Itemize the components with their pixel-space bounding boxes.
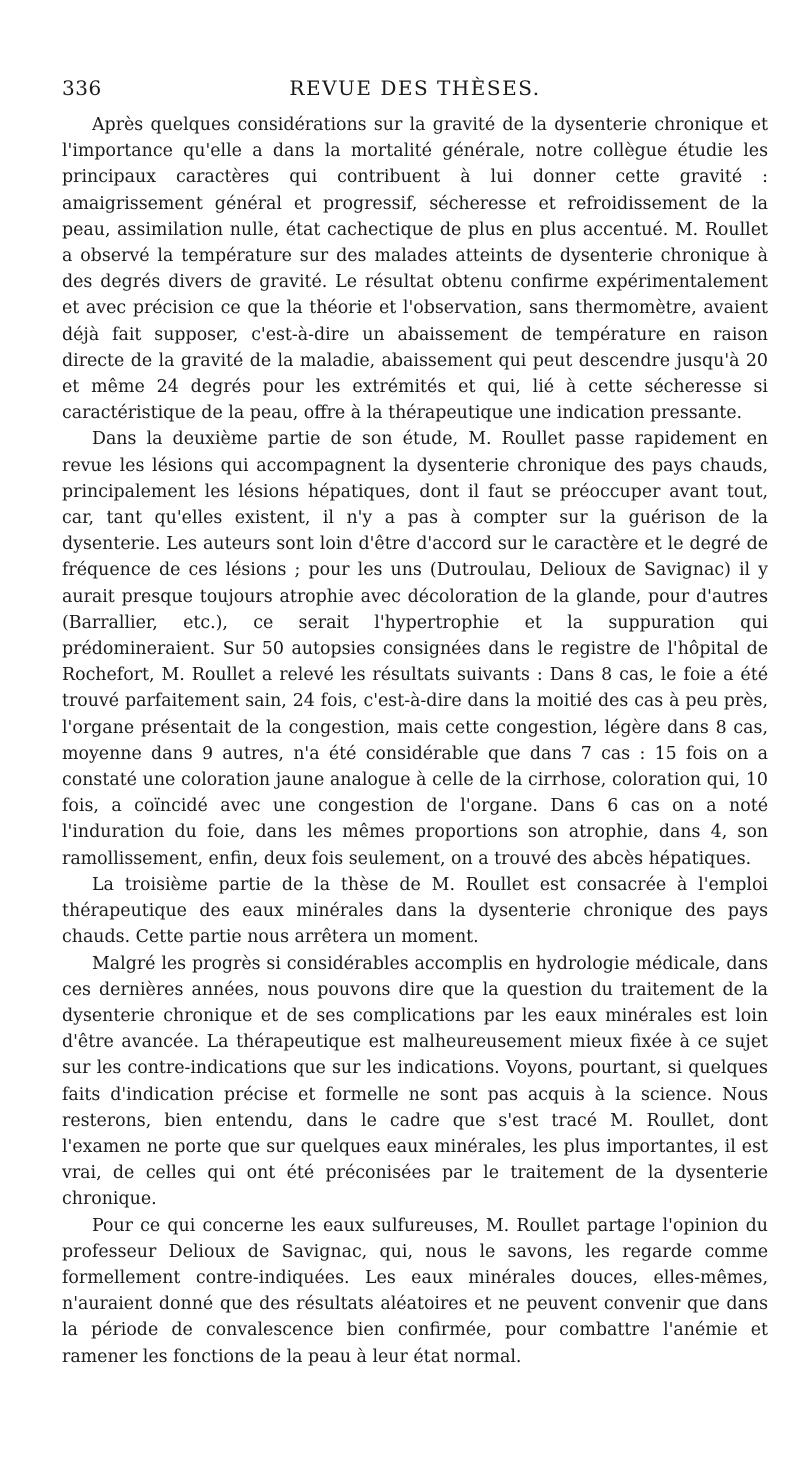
paragraph: Après quelques considérations sur la gravité de la dysenterie chronique et l'importance qu'elle a dans la mortalité générale, notre collègue étudie les principaux caractères qui contribuent à lui donner cette gravité : amaigrissement général et progressif, sécheresse et refroidissement de la peau, assimilation nulle, état cachectique de plus en plus accentué. M. Roullet a observé la température sur des malades atteints de dysenterie chronique à des degrés divers de gravité. Le résultat obtenu confirme expérimentalement et avec précision ce que la théorie et l'observation, sans thermomètre, avaient déjà fait supposer, c'est-à-dire un abaissement de température en raison directe de la gravité de la maladie, abaissement qui peut descendre jusqu'à 20 et même 24 degrés pour les extrémités et qui, lié à cette sécheresse si caractéristique de la peau, offre à la thérapeutique une indication pressante.: [62, 115, 768, 424]
paragraph: Malgré les progrès si considérables accomplis en hydrologie médicale, dans ces dernières années, nous pouvons dire que la question du traitement de la dysenterie chronique et de ses complications par les eaux minérales est loin d'être avancée. La thérapeutique est malheureusement mieux fixée à ce sujet sur les contre-indications que sur les indications. Voyons, pourtant, si quelques faits d'indication précise et formelle ne sont pas acquis à la science. Nous resterons, bien entendu, dans le cadre que s'est tracé M. Roullet, dont l'examen ne porte que sur quelques eaux minérales, les plus importantes, il est vrai, de celles qui ont été préconisées par le traitement de la dysenterie chronique.: [62, 953, 768, 1210]
page-number: 336: [62, 76, 102, 100]
paragraph: La troisième partie de la thèse de M. Roullet est consacrée à l'emploi thérapeutique des eaux minérales dans la dysenterie chronique des pays chauds. Cette partie nous arrêtera un moment.: [62, 874, 768, 948]
paragraph: Pour ce qui concerne les eaux sulfureuses, M. Roullet partage l'opinion du professeur Delioux de Savignac, qui, nous le savons, les regarde comme formellement contre-indiquées. Les eaux minérales douces, elles-mêmes, n'auraient donné que des résultats aléatoires et ne peuvent convenir que dans la période de convalescence bien confirmée, pour combattre l'anémie et ramener les fonctions de la peau à leur état normal.: [62, 1215, 768, 1367]
body-text: [62, 112, 768, 1370]
page-header: [62, 76, 768, 106]
running-title: REVUE DES THÈSES.: [289, 76, 541, 100]
paragraph: Dans la deuxième partie de son étude, M. Roullet passe rapidement en revue les lésions qui accompagnent la dysenterie chronique des pays chauds, principalement les lésions hépatiques, dont il faut se préoccuper avant tout, car, tant qu'elles existent, il n'y a pas à compter sur la guérison de la dysenterie. Les auteurs sont loin d'être d'accord sur le caractère et le degré de fréquence de ces lésions ; pour les uns (Dutroulau, Delioux de Savignac) il y aurait presque toujours atrophie avec décoloration de la glande, pour d'autres (Barrallier, etc.), ce serait l'hypertrophie et la suppuration qui prédomineraient. Sur 50 autopsies consignées dans le registre de l'hôpital de Rochefort, M. Roullet a relevé les résultats suivants : Dans 8 cas, le foie a été trouvé parfaitement sain, 24 fois, c'est-à-dire dans la moitié des cas à peu près, l'organe présentait de la congestion, mais cette congestion, légère dans 8 cas, moyenne dans 9 autres, n'a été considérable que dans 7 cas : 15 fois on a constaté une coloration jaune analogue à celle de la cirrhose, coloration qui, 10 fois, a coïncidé avec une congestion de l'organe. Dans 6 cas on a noté l'induration du foie, dans les mêmes proportions son atrophie, dans 4, son ramollissement, enfin, deux fois seulement, on a trouvé des abcès hépatiques.: [62, 429, 768, 869]
